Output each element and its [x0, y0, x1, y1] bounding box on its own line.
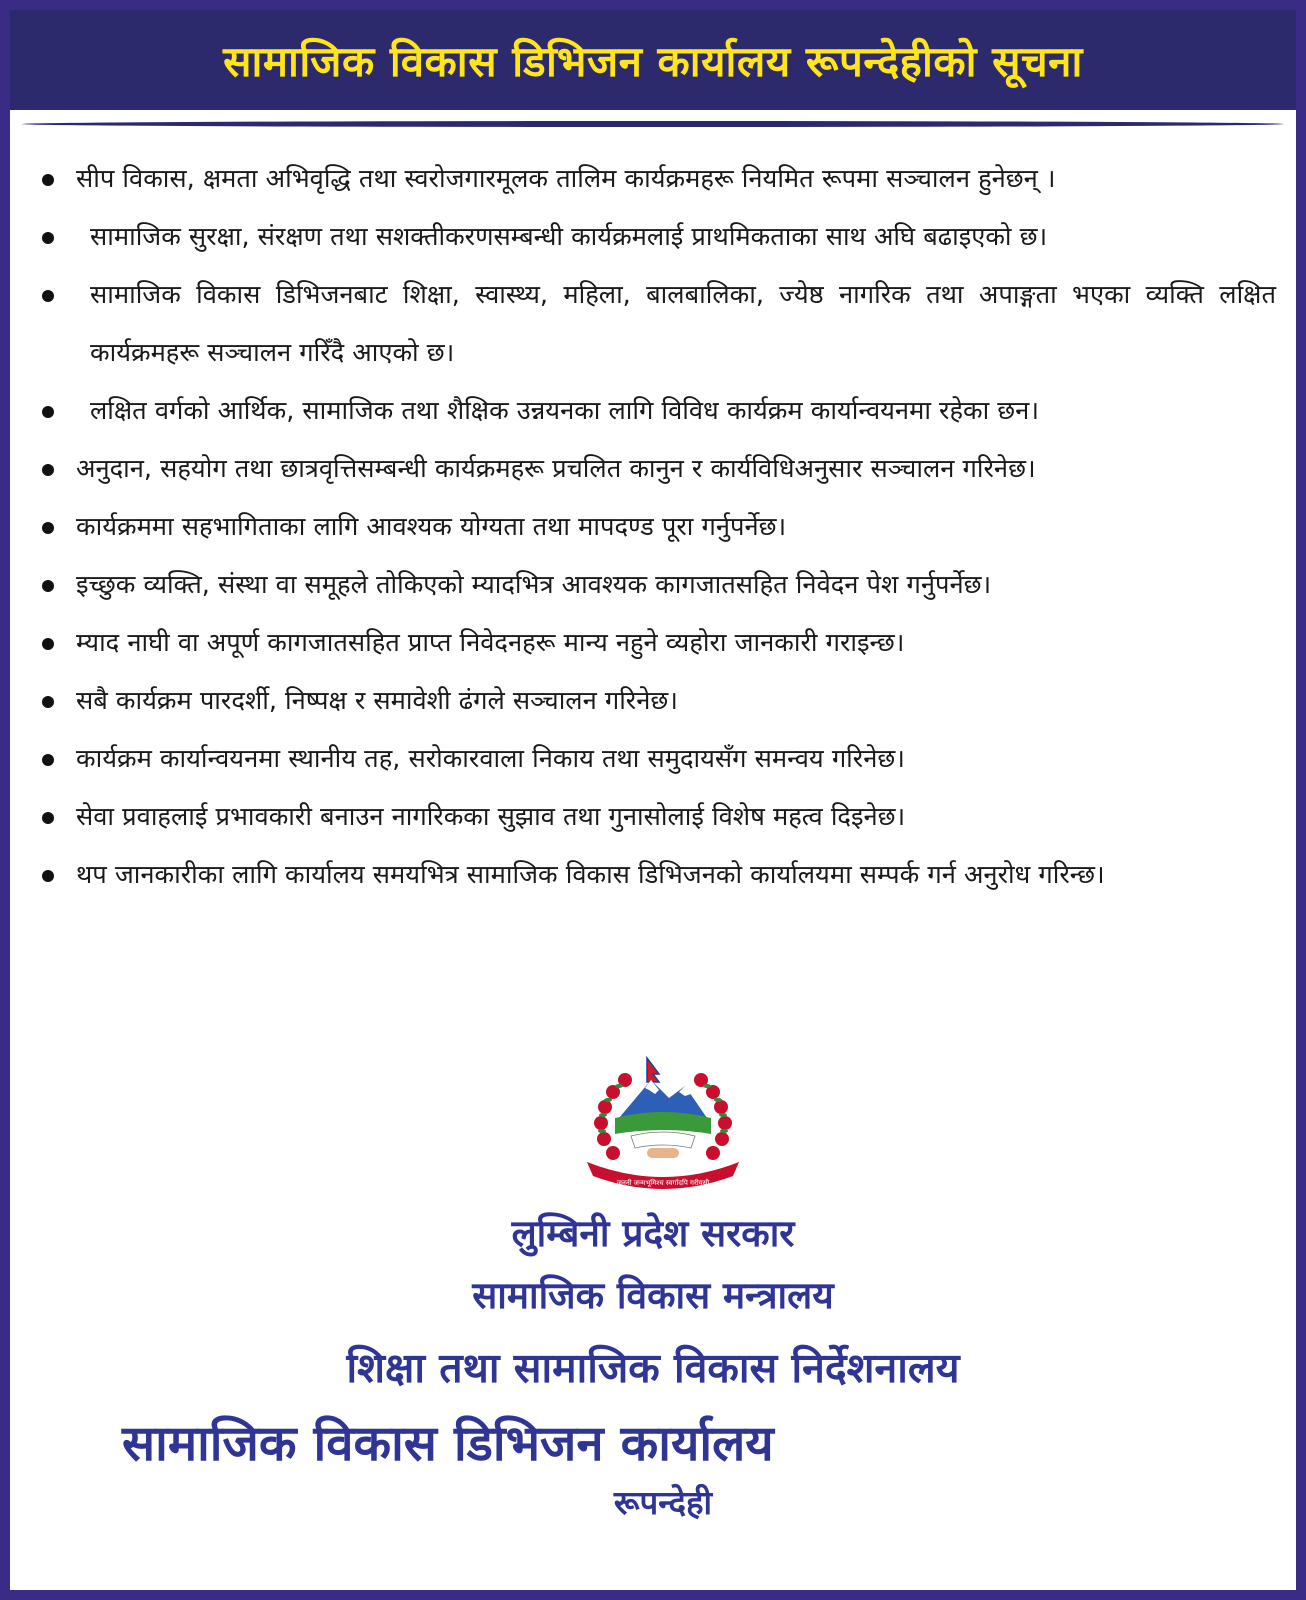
notice-item: सीप विकास, क्षमता अभिवृद्धि तथा स्वरोजगारमूलक तालिम कार्यक्रमहरू नियमित रूपमा सञ्चालन हुनेछन् ।	[36, 150, 1276, 208]
bullet-icon	[42, 174, 54, 186]
notice-list	[36, 150, 1276, 904]
header-divider	[22, 121, 1284, 127]
footer-district: रूपन्देही	[613, 1483, 713, 1522]
footer-block	[10, 1205, 1296, 1525]
nepal-government-emblem-icon	[573, 1052, 753, 1197]
bullet-icon	[42, 638, 54, 650]
footer-ministry: सामाजिक विकास मन्त्रालय	[472, 1274, 834, 1317]
bullet-icon	[42, 580, 54, 592]
bullet-icon	[42, 870, 54, 882]
bullet-icon	[42, 290, 54, 302]
bullet-icon	[42, 754, 54, 766]
svg-text:जननी जन्मभूमिश्च स्वर्गादपि गर: जननी जन्मभूमिश्च स्वर्गादपि गरीयसी	[616, 1179, 710, 1187]
notice-item: थप जानकारीका लागि कार्यालय समयभित्र सामाजिक विकास डिभिजनको कार्यालयमा सम्पर्क गर्न अनुरोध गरिन्छ।	[36, 846, 1276, 904]
notice-frame	[10, 10, 1296, 1590]
notice-title: सामाजिक विकास डिभिजन कार्यालय रूपन्देहीको सूचना	[223, 36, 1083, 86]
bullet-icon	[42, 522, 54, 534]
footer-government: लुम्बिनी प्रदेश सरकार	[511, 1212, 795, 1255]
notice-item: सामाजिक सुरक्षा, संरक्षण तथा सशक्तीकरणसम्बन्धी कार्यक्रमलाई प्राथमिकताका साथ अघि बढाइएको छ।	[36, 208, 1276, 266]
notice-item: सबै कार्यक्रम पारदर्शी, निष्पक्ष र समावेशी ढंगले सञ्चालन गरिनेछ।	[36, 672, 1276, 730]
footer-office: सामाजिक विकास डिभिजन कार्यालय	[122, 1415, 774, 1472]
notice-item: कार्यक्रम कार्यान्वयनमा स्थानीय तह, सरोकारवाला निकाय तथा समुदायसँग समन्वय गरिनेछ।	[36, 730, 1276, 788]
bullet-icon	[42, 232, 54, 244]
notice-item: लक्षित वर्गको आर्थिक, सामाजिक तथा शैक्षिक उन्नयनका लागि विविध कार्यक्रम कार्यान्वयनमा रहेका छन।	[36, 382, 1276, 440]
notice-item: अनुदान, सहयोग तथा छात्रवृत्तिसम्बन्धी कार्यक्रमहरू प्रचलित कानुन र कार्यविधिअनुसार सञ्चालन गरिनेछ।	[36, 440, 1276, 498]
bullet-icon	[42, 464, 54, 476]
notice-item: सेवा प्रवाहलाई प्रभावकारी बनाउन नागरिकका सुझाव तथा गुनासोलाई विशेष महत्व दिइनेछ।	[36, 788, 1276, 846]
notice-item: कार्यक्रममा सहभागिताका लागि आवश्यक योग्यता तथा मापदण्ड पूरा गर्नुपर्नेछ।	[36, 498, 1276, 556]
bullet-icon	[42, 696, 54, 708]
footer-directorate: शिक्षा तथा सामाजिक विकास निर्देशनालय	[346, 1344, 960, 1392]
bullet-icon	[42, 406, 54, 418]
notice-item: सामाजिक विकास डिभिजनबाट शिक्षा, स्वास्थ्य, महिला, बालबालिका, ज्येष्ठ नागरिक तथा अपाङ्गता भएका व्यक्ति लक्षित कार्यक्रमहरू सञ्चालन गरिँदै आएको छ।	[36, 266, 1276, 382]
bullet-icon	[42, 812, 54, 824]
notice-item: म्याद नाघी वा अपूर्ण कागजातसहित प्राप्त निवेदनहरू मान्य नहुने व्यहोरा जानकारी गराइन्छ।	[36, 614, 1276, 672]
notice-item: इच्छुक व्यक्ति, संस्था वा समूहले तोकिएको म्यादभित्र आवश्यक कागजातसहित निवेदन पेश गर्नुपर्नेछ।	[36, 556, 1276, 614]
notice-header	[10, 10, 1296, 110]
